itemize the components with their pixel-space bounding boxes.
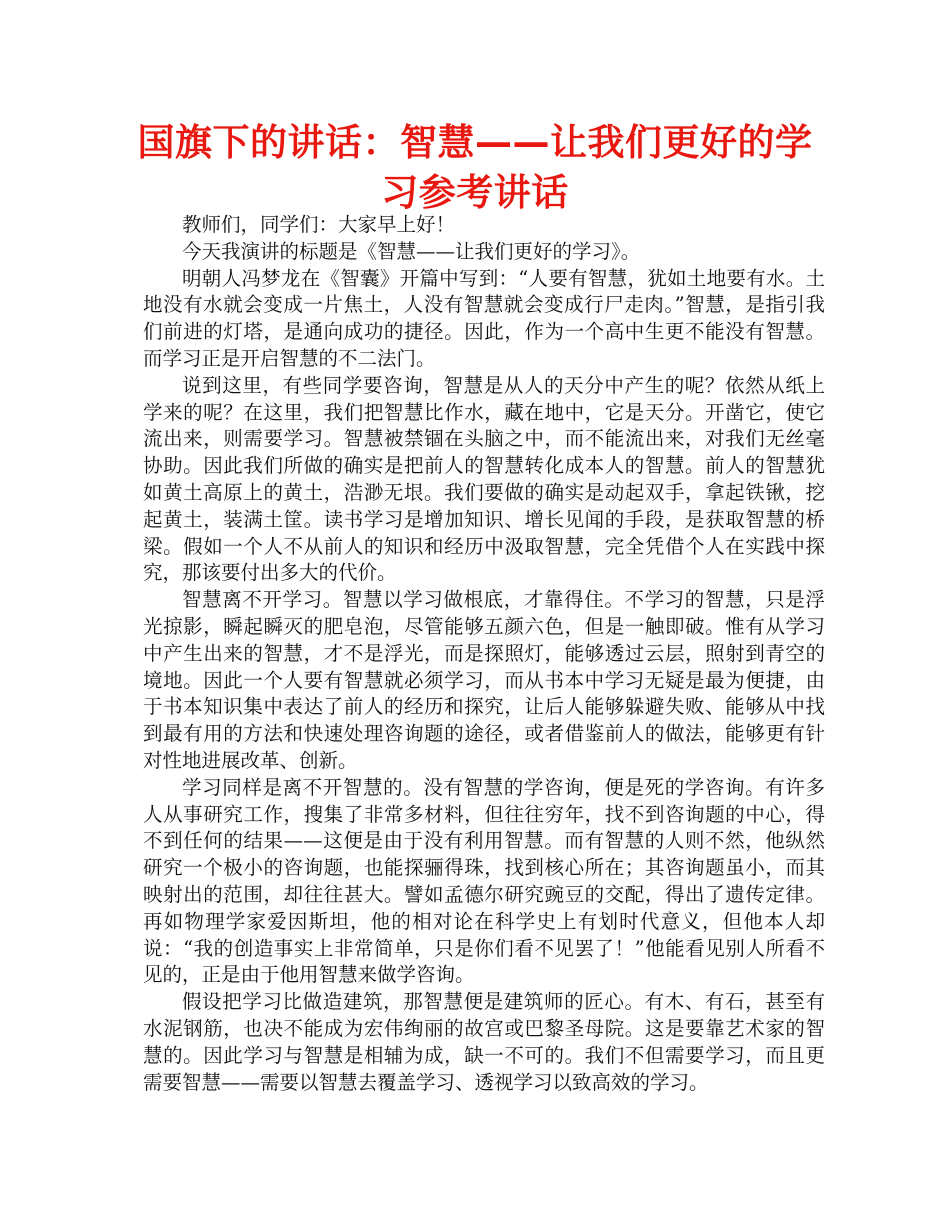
paragraph-topic: 今天我演讲的标题是《智慧——让我们更好的学习》。 xyxy=(182,239,641,263)
paragraph-wisdom-source: 说到这里，有些同学要咨询，智慧是从人的天分中产生的呢？依然从纸上学来的呢？在这里，我们把智慧比作水，藏在地中，它是天分。开凿它，使它流出来，则需要学习。智慧被禁锢在头脑之中，而不能流出来，对我们无丝毫协助。因此我们所做的确实是把前人的智慧转化成本人的智慧。前人的智慧犹如黄土高原上的黄土，浩渺无垠。我们要做的确实是动起双手，拿起铁锹，挖起黄土，装满土筐。读书学习是增加知识、增长见闻的手段，是获取智慧的桥梁。假如一个人不从前人的知识和经历中汲取智慧，完全凭借个人在实践中探究，那该要付出多大的代价。 xyxy=(143,373,825,585)
document-title: 国旗下的讲话：智慧——让我们更好的学习参考讲话 xyxy=(137,121,813,214)
paragraph-wisdom-needs-learning: 智慧离不开学习。智慧以学习做根底，才靠得住。不学习的智慧，只是浮光掠影，瞬起瞬灭的肥皂泡，尽管能够五颜六色，但是一触即破。惟有从学习中产生出来的智慧，才不是浮光，而是探照灯，能够透过云层，照射到青空的境地。因此一个人要有智慧就必须学习，而从书本中学习无疑是最为便捷，由于书本知识集中表达了前人的经历和探究，让后人能够躲避失败、能够从中找到最有用的方法和快速处理咨询题的途径，或者借鉴前人的做法，能够更有针对性地进展改革、创新。 xyxy=(143,588,825,772)
paragraph-feng-menglong: 明朝人冯梦龙在《智囊》开篇中写到：“人要有智慧，犹如土地要有水。土地没有水就会变成一片焦土，人没有智慧就会变成行尸走肉。”智慧，是指引我们前进的灯塔，是通向成功的捷径。因此，作为一个高中生更不能没有智慧。而学习正是开启智慧的不二法门。 xyxy=(143,266,825,370)
paragraph-conclusion: 假设把学习比做造建筑，那智慧便是建筑师的匠心。有木、有石，甚至有水泥钢筋，也决不能成为宏伟绚丽的故宫或巴黎圣母院。这是要靠艺术家的智慧的。因此学习与智慧是相辅为成，缺一不可的。我们不但需要学习，而且更需要智慧——需要以智慧去覆盖学习、透视学习以致高效的学习。 xyxy=(143,990,825,1094)
document-body xyxy=(143,212,825,1096)
paragraph-learning-needs-wisdom: 学习同样是离不开智慧的。没有智慧的学咨询，便是死的学咨询。有许多人从事研究工作，搜集了非常多材料，但往往穷年，找不到咨询题的中心，得不到任何的结果——这便是由于没有利用智慧。而有智慧的人则不然，他纵然研究一个极小的咨询题，也能探骊得珠，找到核心所在；其咨询题虽小，而其映射出的范围，却往往甚大。譬如孟德尔研究豌豆的交配，得出了遗传定律。再如物理学家爱因斯坦，他的相对论在科学史上有划时代意义，但他本人却说：“我的创造事实上非常简单，只是你们看不见罢了！”他能看见别人所看不见的，正是由于他用智慧来做学咨询。 xyxy=(143,775,825,987)
paragraph-greeting: 教师们，同学们：大家早上好！ xyxy=(182,213,456,236)
